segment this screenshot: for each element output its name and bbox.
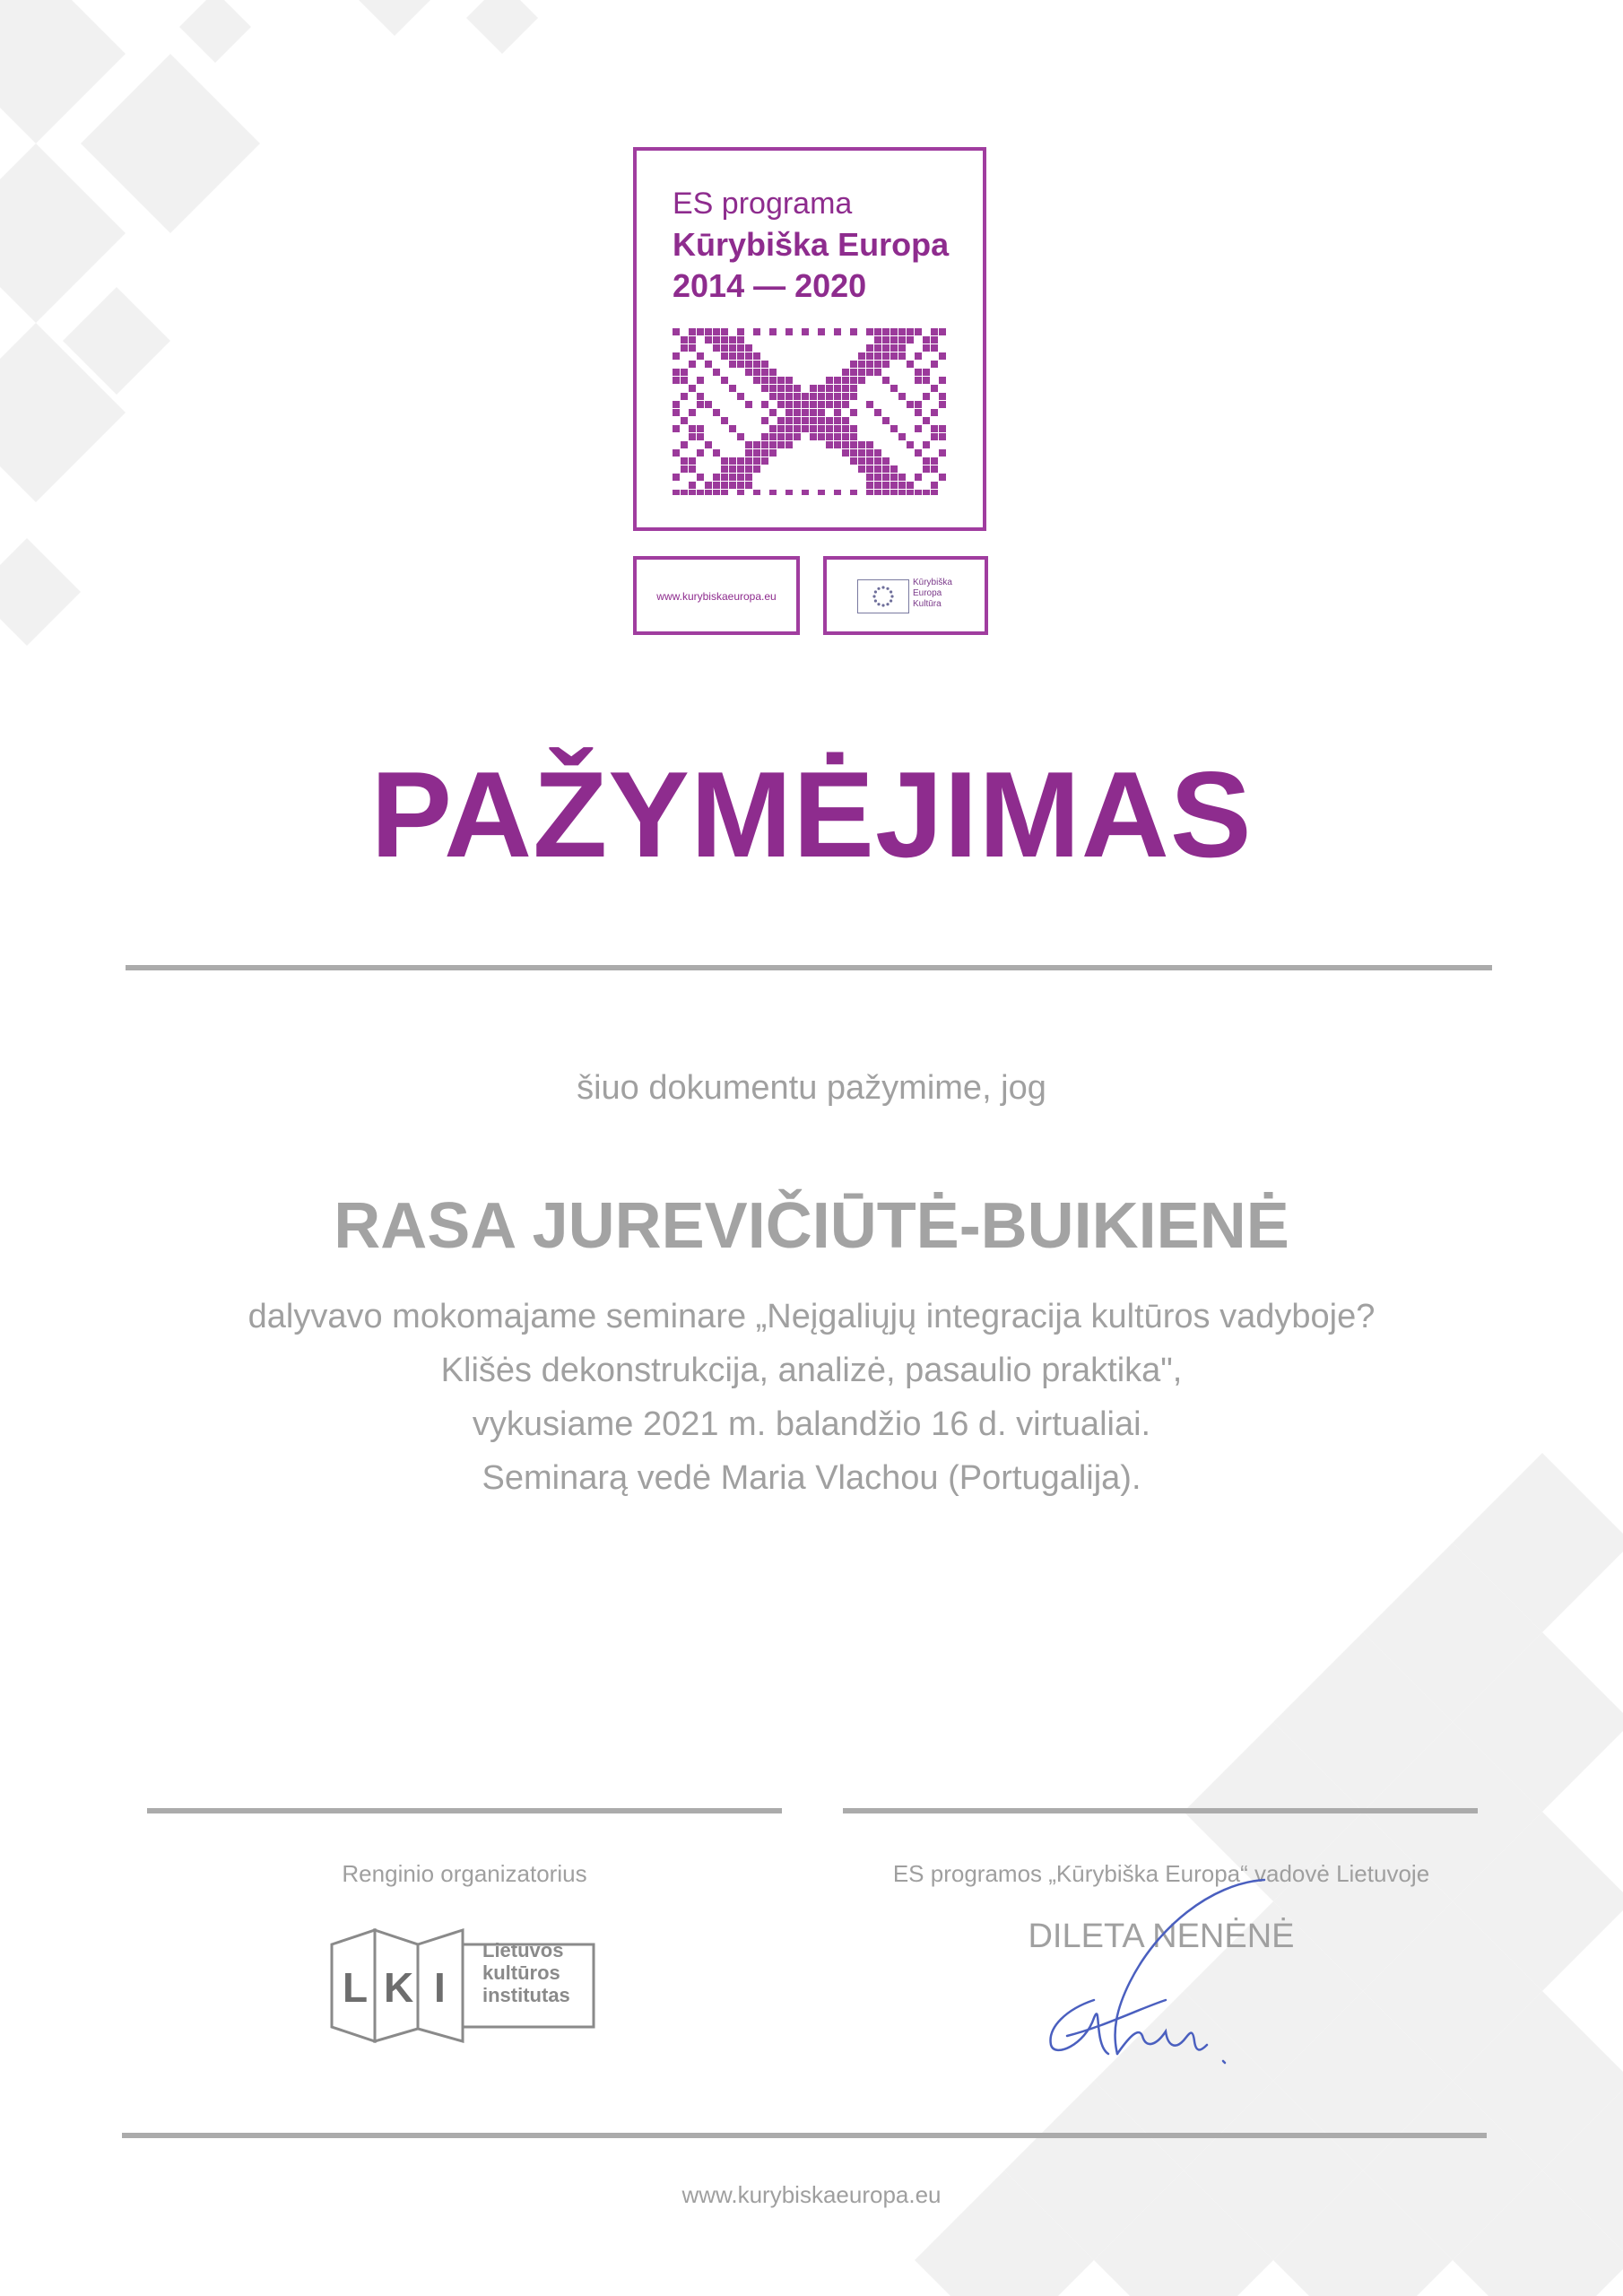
intro-text: šiuo dokumentu pažymime, jog bbox=[577, 1069, 1046, 1107]
lki-letter-i: I bbox=[434, 1964, 446, 2011]
logo-program-name: Kūrybiška Europa bbox=[673, 226, 950, 263]
organizer-caption: Renginio organizatorius bbox=[342, 1860, 587, 1887]
body-line: Seminarą vedė Maria Vlachou (Portugalija). bbox=[482, 1459, 1141, 1497]
title-divider bbox=[126, 965, 1492, 970]
signer-name: DILETA NENĖNĖ bbox=[1028, 1918, 1295, 1955]
eu-logo-text: Kūrybiška Europa Kultūra bbox=[913, 578, 952, 609]
body-line: Klišės dekonstrukcija, analizė, pasaulio praktika", bbox=[440, 1352, 1183, 1389]
logo-program-years: 2014 — 2020 bbox=[673, 267, 867, 304]
organizer-logo bbox=[328, 1925, 597, 2051]
handwritten-signature bbox=[1031, 1874, 1273, 2081]
certificate-title: PAŽYMĖJIMAS bbox=[370, 746, 1253, 883]
lki-letter-l: L bbox=[343, 1964, 369, 2011]
logo-program-label: ES programa bbox=[673, 187, 853, 221]
body-line: vykusiame 2021 m. balandžio 16 d. virtualiai. bbox=[472, 1405, 1151, 1443]
footer-divider bbox=[122, 2133, 1487, 2138]
logo-url[interactable]: www.kurybiskaeuropa.eu bbox=[656, 590, 777, 603]
logo-url-box[interactable] bbox=[633, 556, 800, 635]
organizer-name: Lietuvos kultūros institutas bbox=[482, 1939, 570, 2006]
body-line: dalyvavo mokomajame seminare „Neįgaliųjų integracija kultūros vadyboje? bbox=[247, 1298, 1376, 1335]
signature-line-left bbox=[147, 1808, 782, 1813]
signature-line-right bbox=[843, 1808, 1478, 1813]
woven-pattern-icon bbox=[673, 328, 947, 495]
footer-url[interactable]: www.kurybiskaeuropa.eu bbox=[681, 2181, 942, 2208]
program-logo bbox=[633, 147, 986, 531]
recipient-name: RASA JUREVIČIŪTĖ-BUIKIENĖ bbox=[334, 1190, 1289, 1262]
certificate-body bbox=[0, 1290, 1623, 1505]
program-head-caption: ES programos „Kūrybiška Europa“ vadovė Lietuvoje bbox=[892, 1860, 1430, 1887]
eu-flag-icon bbox=[857, 579, 909, 613]
lki-letter-k: K bbox=[384, 1964, 414, 2011]
eu-logo-box bbox=[823, 556, 988, 635]
